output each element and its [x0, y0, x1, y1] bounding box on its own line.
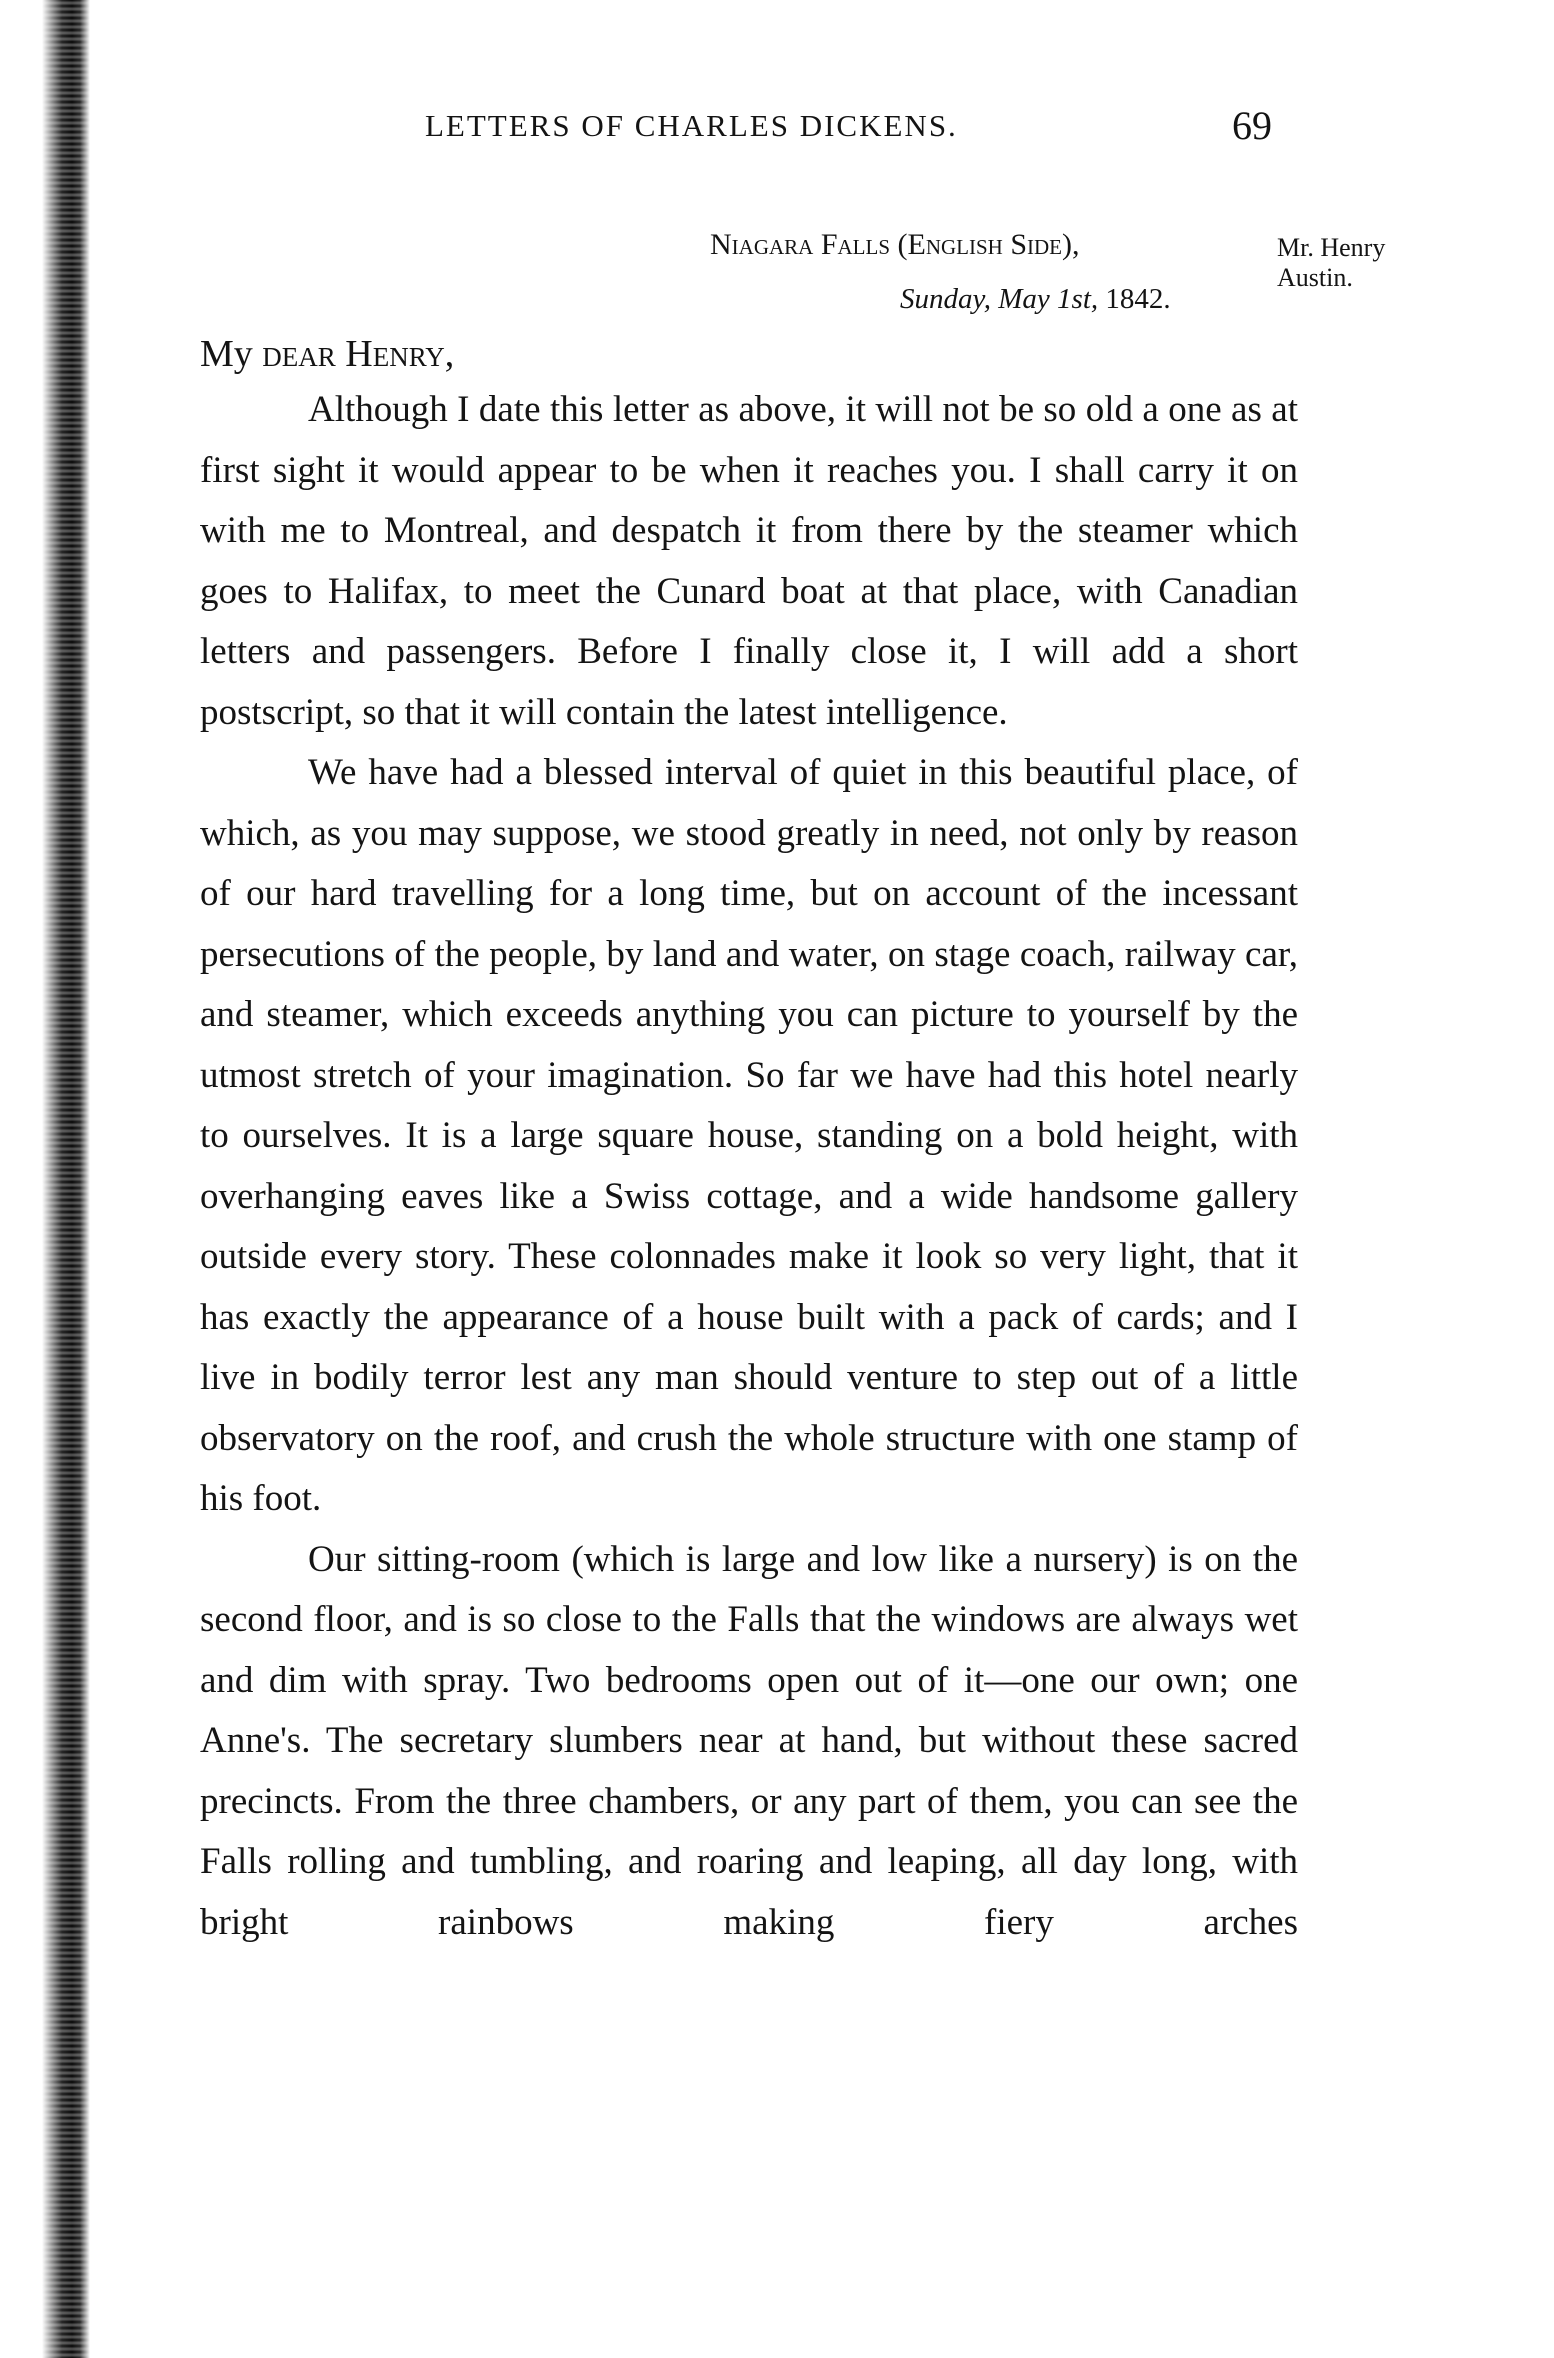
- page-number: 69: [1232, 103, 1272, 148]
- running-title: LETTERS OF CHARLES DICKENS.: [425, 108, 958, 143]
- letter-date-year: 1842.: [1105, 283, 1171, 315]
- letter-date: [900, 283, 1171, 316]
- paragraph-1: Although I date this letter as above, it will not be so old a one as at first sight it would appear to be when it reaches you. I shall carry it on with me to Montreal, and despatch it from there by the steamer which goes to Halifax, to meet the Cunard boat at that place, with Canadian letters and passengers. Before I finally close it, I will add a short postscript, so that it will contain the latest intelligence.: [200, 389, 1298, 733]
- salutation-rest: dear Henry,: [262, 333, 455, 375]
- book-spine-shadow: [0, 0, 90, 2358]
- page-header: [0, 103, 1554, 168]
- letter-place-text: Niagara Falls (English Side),: [710, 228, 1080, 261]
- letter-date-day: Sunday, May 1st,: [900, 283, 1099, 315]
- salutation-first: My: [200, 333, 253, 375]
- letter-body: [200, 380, 1298, 1953]
- paragraph-2: We have had a blessed interval of quiet in this beautiful place, of which, as you may suppose, we stood greatly in need, not only by reason of our hard travelling for a long time, but on account of the incessant persecutions of the people, by land and water, on stage coach, railway car, and steamer, which exceeds anything you can picture to yourself by the utmost stretch of your imagination. So far we have had this hotel nearly to ourselves. It is a large square house, standing on a bold height, with overhanging eaves like a Swiss cottage, and a wide handsome gallery outside every story. These colonnades make it look so very light, that it has exactly the appearance of a house built with a pack of cards; and I live in bodily terror lest any man should venture to step out of a little observatory on the roof, and crush the whole structure with one stamp of his foot.: [200, 752, 1298, 1519]
- letter-place: [710, 228, 1080, 262]
- recipient-sidenote: Mr. Henry Austin.: [1277, 233, 1386, 292]
- paragraph-3: Our sitting-room (which is large and low like a nursery) is on the second floor, and is so close to the Falls that the windows are always wet and dim with spray. Two bedrooms open out of it—one our own; one Anne's. The secretary slumbers near at hand, but without these sacred precincts. From the three chambers, or any part of them, you can see the Falls rolling and tumbling, and roaring and leaping, all day long, with bright rainbows making fiery arches: [200, 1538, 1298, 1943]
- salutation: [200, 332, 454, 376]
